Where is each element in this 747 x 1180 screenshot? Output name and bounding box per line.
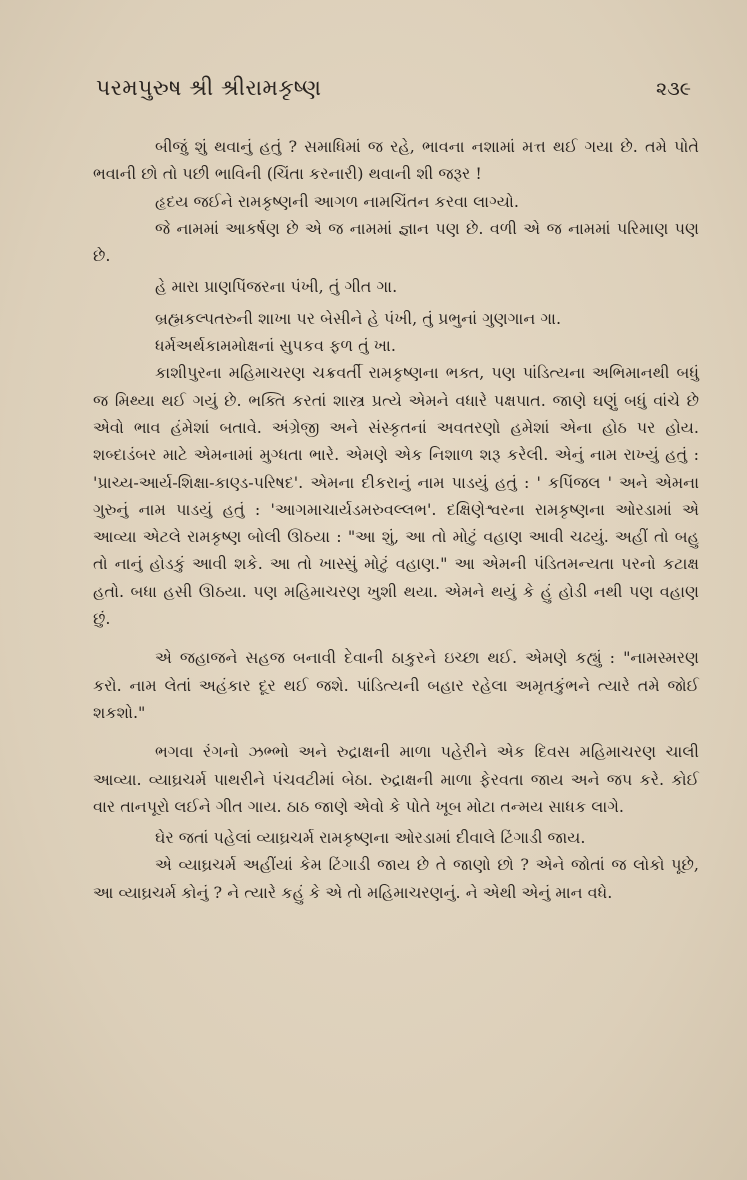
body-text — [93, 133, 699, 906]
paragraph: એ જહાજને સહજ બનાવી દેવાની ઠાકુરને ઇચ્છા થઈ. એમણે કહ્યું : "નામસ્મરણ કરો. નામ લેતાં અહંકાર દૂર થઈ જશે. પાંડિત્યની બહાર રહેલા અમૃતકુંભને ત્યારે તમે જોઈ શકશો." — [93, 648, 699, 722]
paragraph: બ્રહ્મકલ્પતરુની શાખા પર બેસીને હે પંખી, તું પ્રભુનાં ગુણગાન ગા. — [155, 308, 562, 328]
running-header — [96, 76, 691, 116]
running-title: પરમપુરુષ શ્રી શ્રીરામકૃષ્ણ — [96, 76, 322, 101]
paragraph: બીજું શું થવાનું હતું ? સમાધિમાં જ રહે, ભાવના નશામાં મત્ત થઈ ગયા છે. તમે પોતે ભવાની છો તો પછી ભાવિની (ચિંતા કરનારી) થવાની શી જરૂર ! — [93, 137, 699, 184]
paragraph: ઘેર જતાં પહેલાં વ્યાઘ્રચર્મ રામકૃષ્ણના ઓરડામાં દીવાલે ટિંગાડી જાય. — [155, 828, 586, 848]
paragraph: હે મારા પ્રાણપિંજરના પંખી, તું ગીત ગા. — [155, 277, 398, 297]
paragraph: ભગવા રંગનો ઝભ્ભો અને રુદ્રાક્ષની માળા પહેરીને એક દિવસ મહિમાચરણ ચાલી આવ્યા. વ્યાઘ્રચર્મ પાથરીને પંચવટીમાં બેઠા. રુદ્રાક્ષની માળા ફેરવતા જાય અને જપ કરે. કોઈ વાર તાનપૂરો લઈને ગીત ગાય. ઠાઠ જાણે એવો કે પોતે ખૂબ મોટા તન્મય સાધક લાગે. — [93, 742, 699, 816]
paragraph: ધર્મઅર્થકામમોક્ષનાં સુપકવ ફળ તું ખા. — [155, 336, 396, 356]
page-number: ૨૩૯ — [655, 78, 691, 100]
paragraph: કાશીપુરના મહિમાચરણ ચક્રવર્તી રામકૃષ્ણના ભક્ત, પણ પાંડિત્યના અભિમાનથી બધું જ મિથ્યા થઈ ગયું છે. ભક્તિ કરતાં શાસ્ત્ર પ્રત્યે એમને વધારે પક્ષપાત. જાણે ઘણું બધું વાંચે છે એવો ભાવ હંમેશાં બતાવે. અંગ્રેજી અને સંસ્કૃતનાં અવતરણો હમેશાં એના હોઠ પર હોય. શબ્દાડંબર માટે એમનામાં મુગ્ધતા ભારે. એમણે એક નિશાળ શરૂ કરેલી. એનું નામ રાખ્યું હતું : 'પ્રાચ્ય-આર્ય-શિક્ષા-કાણ્ડ-પરિષદ'. એમના દીકરાનું નામ પાડયું હતું : ' કપિંજલ ' અને એમના ગુરુનું નામ પાડયું હતું : 'આગમાચાર્યડમરુવલ્લભ'. દક્ષિણેશ્વરના રામકૃષ્ણના ઓરડામાં એ આવ્યા એટલે રામકૃષ્ણ બોલી ઊઠયા : "આ શું, આ તો મોટું વહાણ આવી ચઢયું. અહીં તો બહુ તો નાનું હોડકું આવી શકે. આ તો ખાસ્સું મોટું વહાણ." આ એમની પંડિતમન્યતા પરનો કટાક્ષ હતો. બધા હસી ઊઠયા. પણ મહિમાચરણ ખુશી થયા. એમને થયું કે હું હોડી નથી પણ વહાણ છું. — [93, 363, 699, 629]
paragraph: જે નામમાં આકર્ષણ છે એ જ નામમાં જ્ઞાન પણ છે. વળી એ જ નામમાં પરિમાણ પણ છે. — [93, 218, 699, 266]
paragraph: હૃદય જઈને રામકૃષ્ણની આગળ નામચિંતન કરવા લાગ્યો. — [155, 191, 519, 211]
paragraph: એ વ્યાઘ્રચર્મ અહીંયાં કેમ ટિંગાડી જાય છે તે જાણો છો ? એને જોતાં જ લોકો પૂછે, આ વ્યાઘ્રચર્મ કોનું ? ને ત્યારે કહું કે એ તો મહિમાચરણનું. ને એથી એનું માન વધે. — [93, 855, 700, 902]
